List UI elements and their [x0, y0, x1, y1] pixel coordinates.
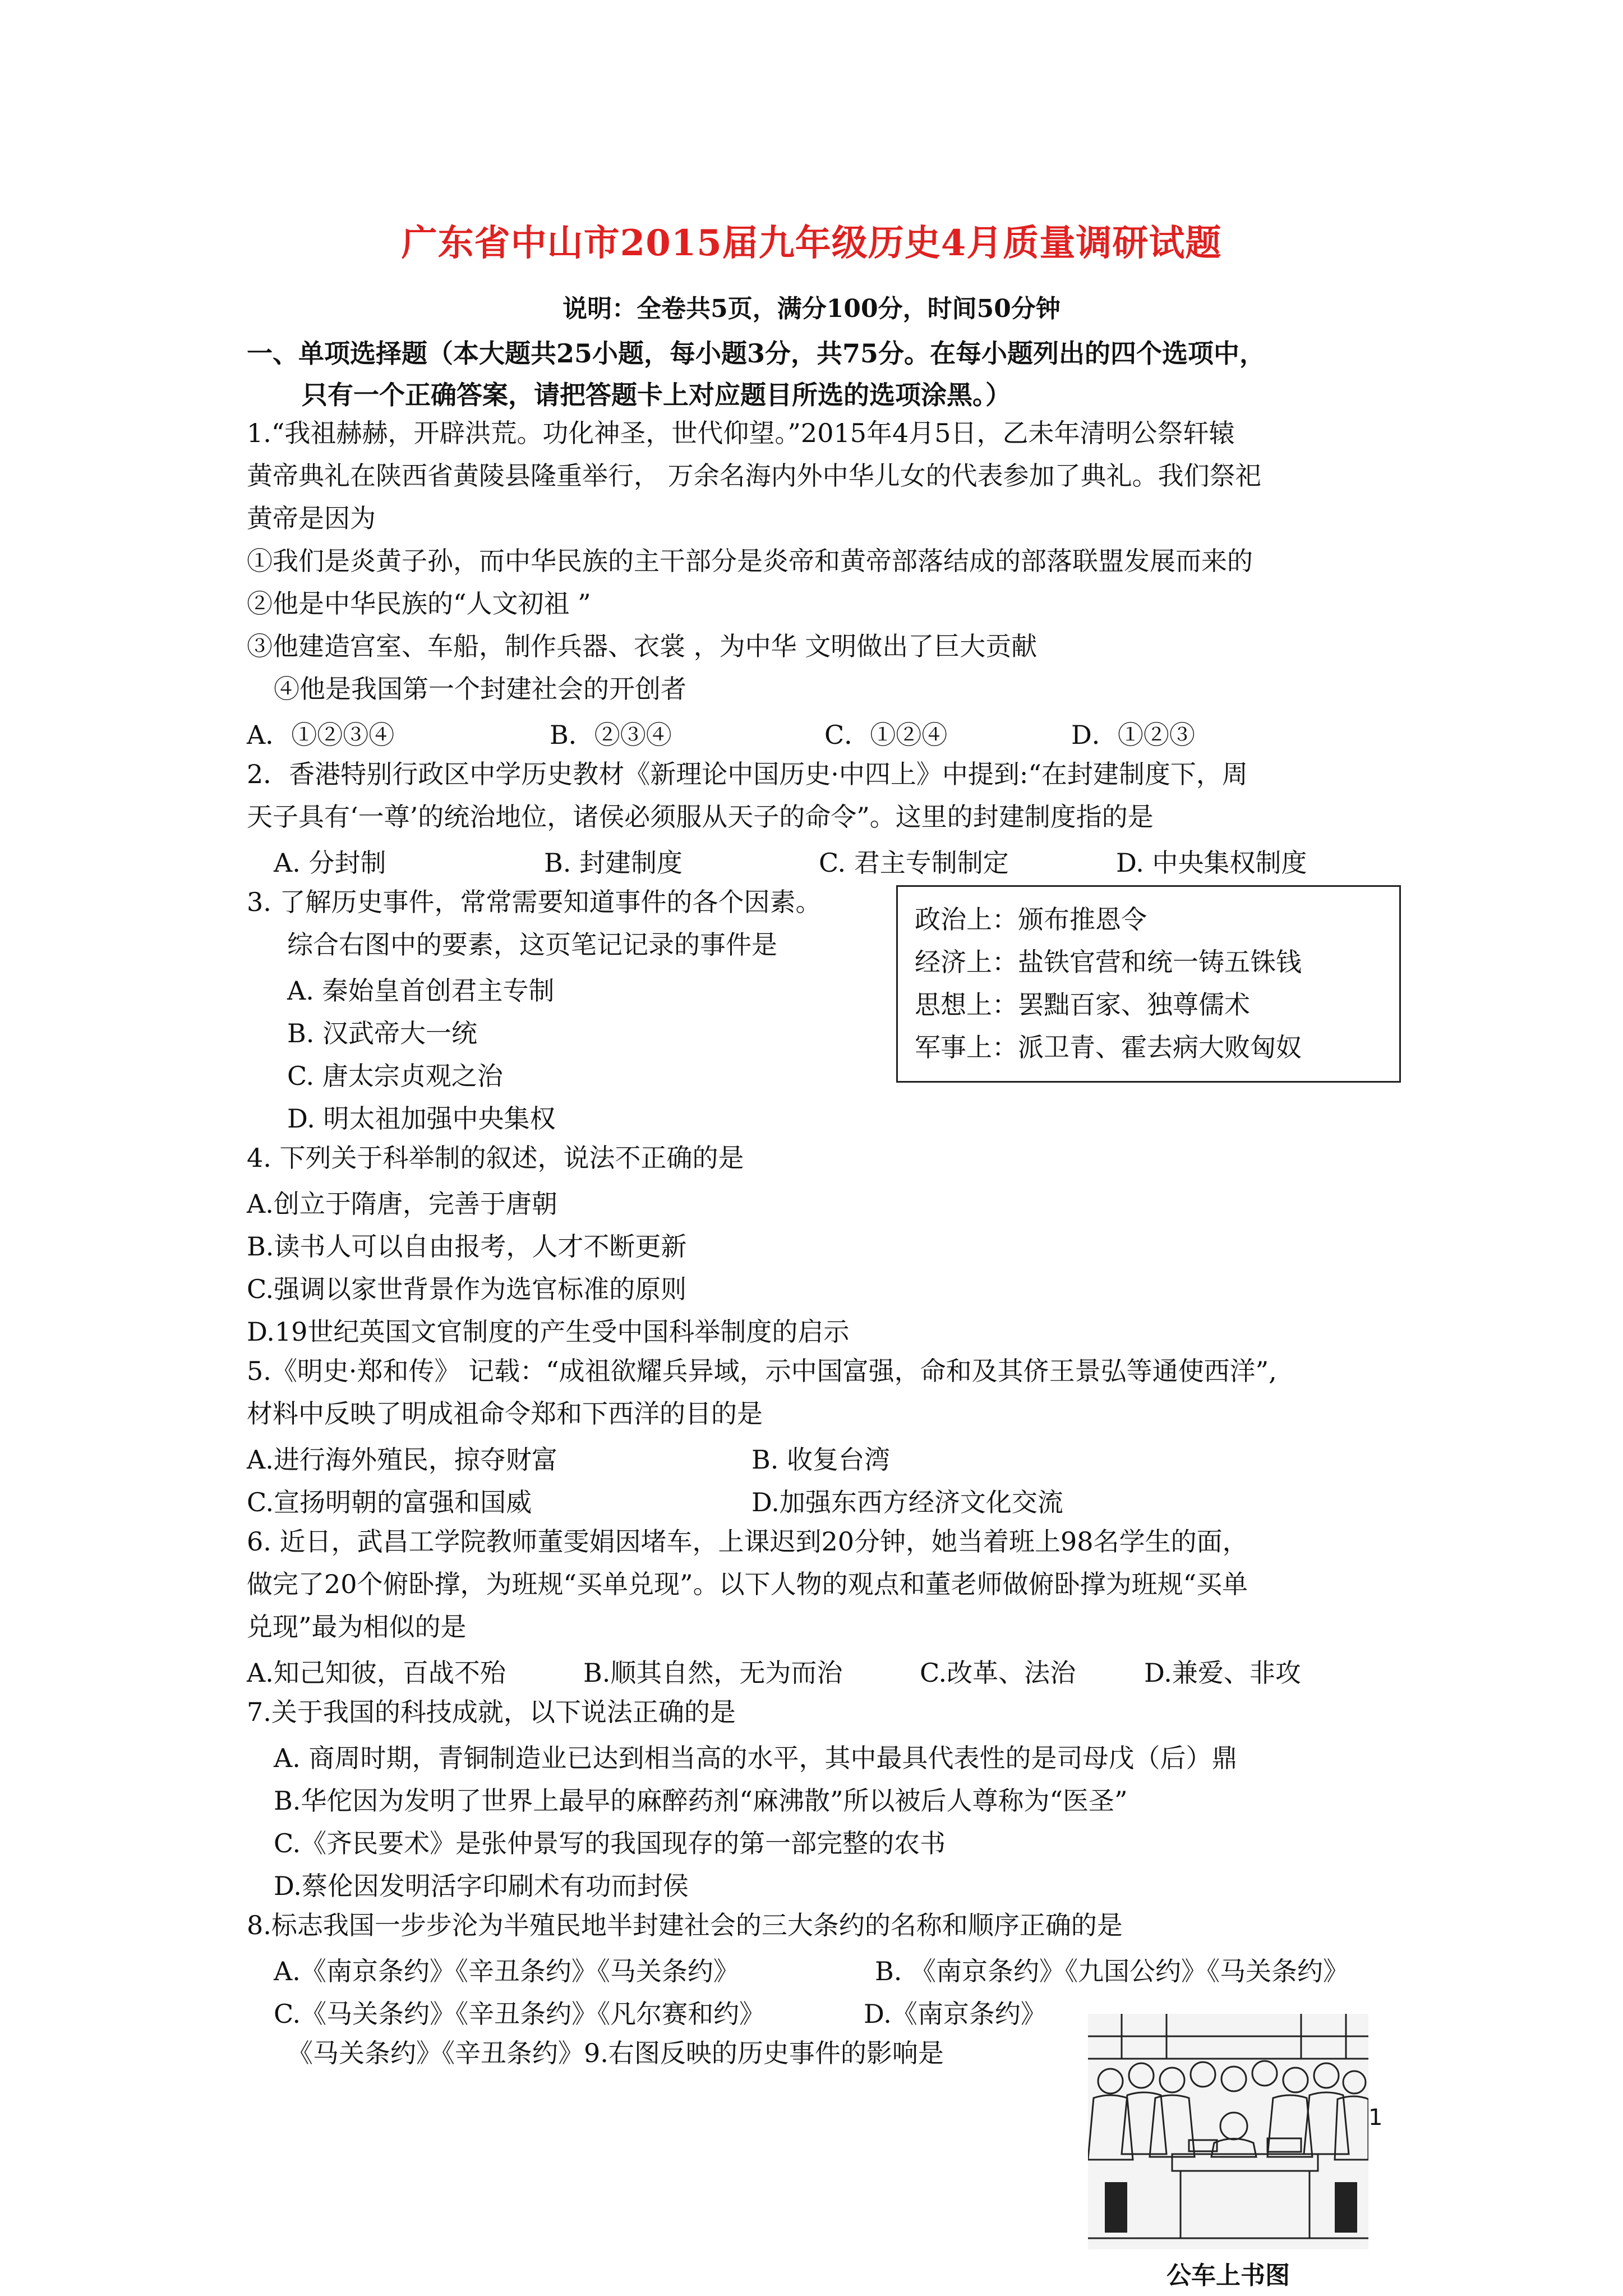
q8-option-c: C.《马关条约》《辛丑条约》《凡尔赛和约》 — [274, 1999, 766, 2029]
q3-option-b: B. 汉武帝大一统 — [287, 1018, 478, 1048]
section-heading-line1: 一、单项选择题（本大题共25小题，每小题3分，共75分。在每小题列出的四个选项中， — [247, 338, 1266, 369]
q1-statement-4: ④他是我国第一个封建社会的开创者 — [274, 674, 686, 704]
q8-stem: 8.标志我国一步步沦为半殖民地半封建社会的三大条约的名称和顺序正确的是 — [247, 1910, 1123, 1940]
q2-option-b: B. 封建制度 — [544, 848, 683, 878]
q2-option-c: C. 君主专制制定 — [819, 848, 1009, 878]
exam-note: 说明：全卷共5页，满分100分，时间50分钟 — [562, 295, 1061, 323]
q3-box-politics: 政治上：颁布推恩令 — [915, 904, 1147, 935]
q7-stem: 7.关于我国的科技成就，以下说法正确的是 — [247, 1697, 736, 1727]
q1-stem-line1: 1.“我祖赫赫，开辟洪荒。功化神圣，世代仰望。”2015年4月5日，乙未年清明公祭轩辕 — [247, 418, 1235, 448]
q3-box-thought: 思想上：罢黜百家、独尊儒术 — [915, 990, 1250, 1020]
q7-option-d: D.蔡伦因发明活字印刷术有功而封侯 — [274, 1871, 689, 1901]
q1-option-c: C．①②④ — [824, 720, 948, 750]
q1-option-d: D．①②③ — [1071, 720, 1195, 750]
exam-title: 广东省中山市2015届九年级历史4月质量调研试题 — [401, 222, 1222, 264]
q8-q9-line: 《马关条约》《辛丑条约》9.右图反映的历史事件的影响是 — [287, 2038, 944, 2068]
q6-option-d: D.兼爱、非攻 — [1144, 1658, 1301, 1688]
q3-option-a: A. 秦始皇首创君主专制 — [287, 976, 555, 1006]
q4-option-c: C.强调以家世背景作为选官标准的原则 — [247, 1274, 687, 1304]
q4-option-d: D.19世纪英国文官制度的产生受中国科举制度的启示 — [247, 1317, 850, 1347]
q6-option-b: B.顺其自然，无为而治 — [583, 1658, 843, 1688]
q1-statement-1: ①我们是炎黄子孙，而中华民族的主干部分是炎帝和黄帝部落结成的部落联盟发展而来的 — [247, 546, 1253, 576]
section-heading-line2: 只有一个正确答案，请把答题卡上对应题目所选的选项涂黑。） — [302, 380, 1011, 410]
q1-option-b: B．②③④ — [550, 720, 672, 750]
q6-option-a: A.知己知彼，百战不殆 — [247, 1658, 506, 1688]
q5-option-c: C.宣扬明朝的富强和国威 — [247, 1487, 532, 1517]
q1-stem-line2: 黄帝典礼在陕西省黄陵县隆重举行， 万余名海内外中华儿女的代表参加了典礼。我们祭祀 — [247, 461, 1261, 491]
q3-option-c: C. 唐太宗贞观之治 — [287, 1061, 503, 1091]
q8-option-a: A.《南京条约》《辛丑条约》《马关条约》 — [274, 1956, 739, 1986]
q8-option-d: D.《南京条约》 — [864, 1999, 1046, 2029]
q1-option-a: A．①②③④ — [247, 720, 395, 750]
page-number: 1 — [1368, 2105, 1383, 2131]
q2-option-a: A. 分封制 — [274, 848, 386, 878]
q3-stem-line2: 综合右图中的要素，这页笔记记录的事件是 — [287, 930, 777, 960]
q5-stem-line2: 材料中反映了明成祖命令郑和下西洋的目的是 — [247, 1398, 763, 1429]
q2-option-d: D. 中央集权制度 — [1116, 848, 1307, 878]
q6-stem-line3: 兑现”最为相似的是 — [247, 1612, 467, 1642]
q1-stem-line3: 黄帝是因为 — [247, 503, 376, 533]
q7-option-a: A. 商周时期，青铜制造业已达到相当高的水平，其中最具代表性的是司母戊（后）鼎 — [274, 1743, 1238, 1773]
q5-option-a: A.进行海外殖民，掠夺财富 — [247, 1444, 557, 1475]
q3-box-military: 军事上：派卫青、霍去病大败匈奴 — [915, 1032, 1302, 1062]
q5-option-d: D.加强东西方经济文化交流 — [751, 1487, 1063, 1517]
q4-stem: 4. 下列关于科举制的叙述，说法不正确的是 — [247, 1143, 744, 1173]
q6-stem-line2: 做完了20个俯卧撑，为班规“买单兑现”。以下人物的观点和董老师做俯卧撑为班规“买单 — [247, 1569, 1248, 1599]
q8-option-b: B. 《南京条约》《九国公约》《马关条约》 — [875, 1956, 1349, 1986]
q4-option-b: B.读书人可以自由报考，人才不断更新 — [247, 1231, 687, 1262]
illustration-sketch — [1088, 2014, 1368, 2249]
q2-stem-line2: 天子具有‘一尊’的统治地位，诸侯必须服从天子的命令”。这里的封建制度指的是 — [247, 802, 1154, 832]
q2-stem-line1: 2．香港特别行政区中学历史教材《新理论中国历史·中四上》中提到:“在封建制度下，周 — [247, 759, 1248, 789]
q1-statement-3: ③他建造宫室、车船，制作兵器、衣裳 ，为中华 文明做出了巨大贡献 — [247, 631, 1038, 661]
q7-option-b: B.华佗因为发明了世界上最早的麻醉药剂“麻沸散”所以被后人尊称为“医圣” — [274, 1786, 1128, 1816]
q3-box-economy: 经济上：盐铁官营和统一铸五铢钱 — [915, 947, 1302, 977]
q7-option-c: C.《齐民要术》是张仲景写的我国现存的第一部完整的农书 — [274, 1828, 946, 1858]
gongche-shangshu-illustration — [1088, 2014, 1368, 2290]
q1-statement-2: ②他是中华民族的“人文初祖 ” — [247, 588, 591, 619]
q5-stem-line1: 5.《明史·郑和传》 记载：“成祖欲耀兵异域，示中国富强，命和及其侪王景弘等通使西洋”, — [247, 1356, 1277, 1386]
q6-option-c: C.改革、法治 — [920, 1658, 1076, 1688]
q6-stem-line1: 6. 近日，武昌工学院教师董雯娟因堵车，上课迟到20分钟，她当着班上98名学生的面， — [247, 1526, 1248, 1557]
q3-notes-box — [896, 885, 1401, 1083]
q4-option-a: A.创立于隋唐，完善于唐朝 — [247, 1189, 557, 1219]
q3-option-d: D. 明太祖加强中央集权 — [287, 1103, 556, 1134]
illustration-caption: 公车上书图 — [1166, 2261, 1290, 2290]
q5-option-b: B. 收复台湾 — [751, 1444, 891, 1475]
q3-stem-line1: 3. 了解历史事件，常常需要知道事件的各个因素。 — [247, 887, 822, 917]
